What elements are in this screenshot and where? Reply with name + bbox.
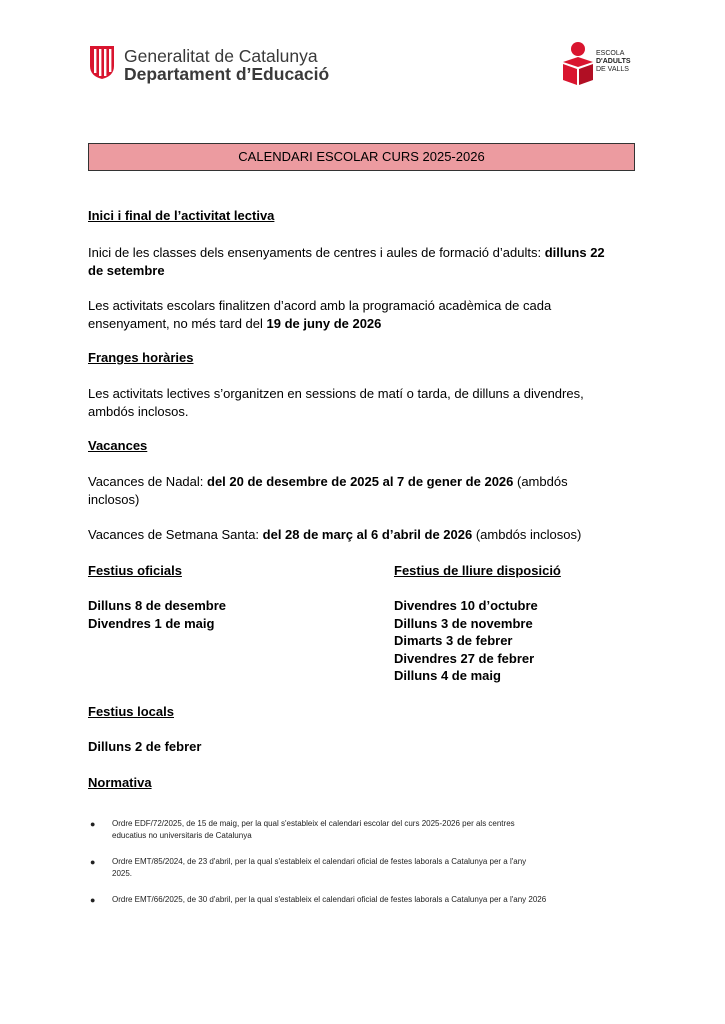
school-cube-icon: [560, 40, 596, 88]
list-item: Divendres 27 de febrer: [394, 650, 535, 666]
heading-vacances: Vacances: [88, 438, 148, 453]
generalitat-emblem-icon: [88, 44, 116, 80]
paragraph-vacances-nadal: Vacances de Nadal: del 20 de desembre de 2025 al 7 de gener de 2026 (ambdós inclosos): [88, 474, 568, 507]
heading-inici-final: Inici i final de l’activitat lectiva: [88, 208, 275, 223]
bullet-icon: ●: [90, 895, 96, 905]
list-item: Dilluns 8 de desembre: [88, 598, 226, 613]
generalitat-logo: [88, 44, 328, 84]
school-logo: [560, 40, 630, 88]
school-name: ESCOLA D'ADULTS DE VALLS: [596, 50, 631, 73]
bullet-icon: ●: [90, 857, 96, 867]
heading-normativa: Normativa: [88, 775, 152, 790]
paragraph-vacances-setmana-santa: Vacances de Setmana Santa: del 28 de març al 6 d’abril de 2026 (ambdós inclosos): [88, 527, 582, 542]
heading-festius-oficials: Festius oficials: [88, 563, 182, 578]
list-festius-locals: [88, 738, 201, 756]
heading-franges-horaries: Franges horàries: [88, 350, 194, 365]
list-item: Dilluns 4 de maig: [394, 668, 501, 683]
list-item: Divendres 10 d’octubre: [394, 598, 538, 613]
bullet-icon: ●: [90, 819, 96, 829]
generalitat-name: Generalitat de Catalunya: [124, 46, 318, 66]
department-name: Departament d’Educació: [124, 64, 330, 84]
list-festius-lliure: [394, 597, 538, 685]
list-item: Divendres 1 de maig: [88, 615, 215, 631]
list-festius-oficials: [88, 597, 226, 632]
document-title: CALENDARI ESCOLAR CURS 2025-2026: [88, 143, 635, 171]
heading-festius-locals: Festius locals: [88, 704, 174, 719]
normativa-list: ● Ordre EDF/72/2025, de 15 de maig, per la qual s'estableix el calendari escolar del curs 2025-2026 per als centres educatius no universitaris de Catalunya ● Ordre EMT/85/2024, de 23 d'abril, per la qual s'estableix el calendari oficial de festes laborals a Catalunya per a l'any 2025. ● Ordre EMT/66/2025, de 30 d'abril, per la qual s'estableix el calendari oficial de festes laborals a Catalunya per a l'any 2026: [90, 819, 547, 905]
paragraph-final-activitats: Les activitats escolars finalitzen d’acord amb la programació acadèmica de cada ensenyament, no més tard del 19 de juny de 2026: [88, 298, 552, 331]
list-item: Dimarts 3 de febrer: [394, 633, 513, 648]
paragraph-franges: Les activitats lectives s’organitzen en sessions de matí o tarda, de dilluns a divendres, ambdós inclosos.: [88, 386, 584, 419]
list-item: Dilluns 3 de novembre: [394, 615, 533, 631]
paragraph-inici-classes: Inici de les classes dels ensenyaments de centres i aules de formació d’adults: dilluns 22 de setembre: [88, 245, 605, 278]
list-item: Dilluns 2 de febrer: [88, 739, 202, 754]
heading-festius-lliure-disposicio: Festius de lliure disposició: [394, 563, 561, 578]
